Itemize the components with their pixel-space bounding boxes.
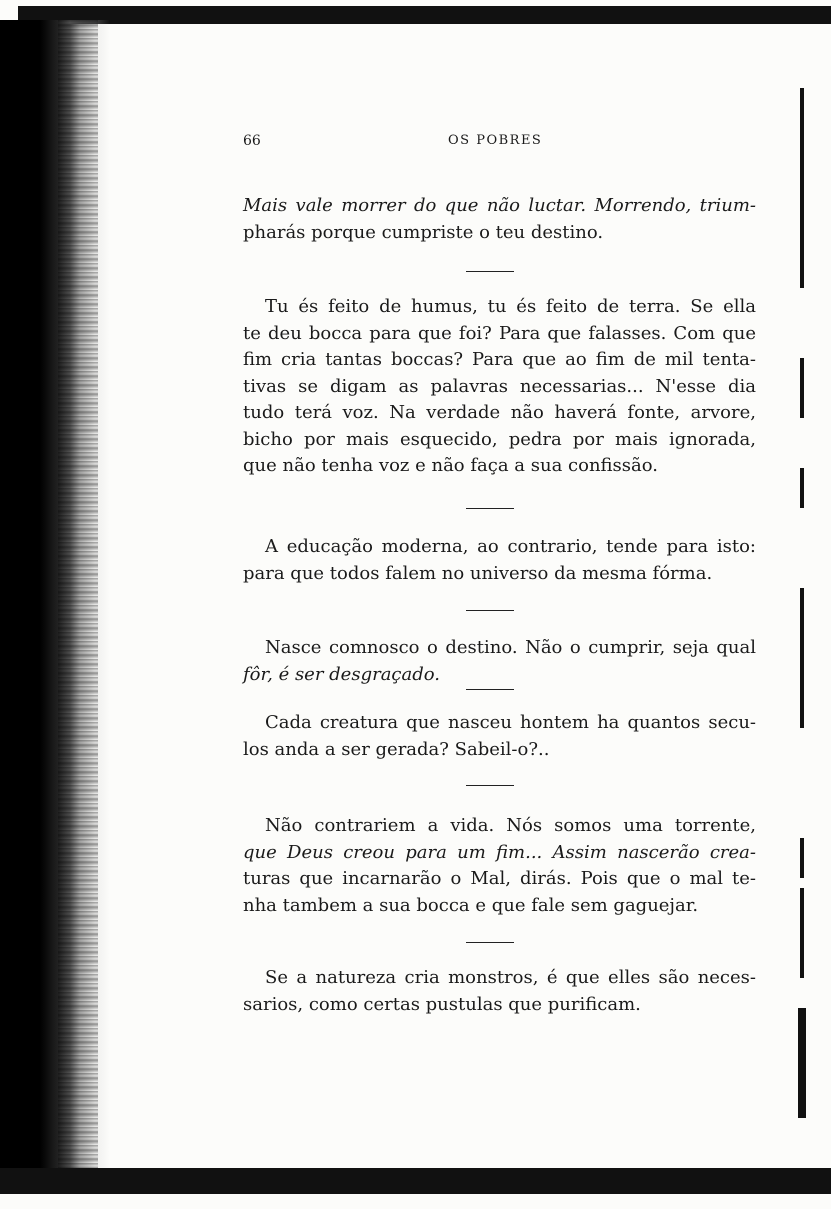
section-divider — [466, 785, 514, 786]
text-line: Cada creatura que nasceu hontem ha quantos secu- — [265, 712, 756, 733]
text-line: que Deus creou para um fim... Assim nascerão crea- — [243, 841, 756, 863]
section-divider — [466, 508, 514, 509]
text-line: sarios, como certas pustulas que purificam. — [243, 993, 641, 1015]
page-header — [243, 133, 756, 153]
section-divider — [466, 610, 514, 611]
paragraph-6 — [243, 813, 756, 919]
section-divider — [466, 942, 514, 943]
text-line: que não tenha voz e não faça a sua confissão. — [243, 455, 658, 476]
text-line: Mais vale morrer do que não luctar. Morrendo, trium- — [243, 195, 756, 216]
scan-bottom-border — [0, 1168, 831, 1194]
text-line: bicho por mais esquecido, pedra por mais ignorada, — [243, 428, 756, 450]
text-line: nha tambem a sua bocca e que fale sem gaguejar. — [243, 894, 699, 916]
page-number: 66 — [243, 133, 261, 149]
text-line: pharás porque cumpriste o teu destino. — [243, 221, 604, 243]
text-line: tivas se digam as palavras necessarias... N'esse dia — [243, 375, 756, 397]
text-line: Tu és feito de humus, tu és feito de terra. Se ella — [265, 296, 756, 317]
paragraph-3 — [243, 534, 756, 587]
paragraph-2 — [243, 294, 756, 480]
text-line: fôr, é ser desgraçado. — [243, 663, 441, 685]
paragraph-5 — [243, 710, 756, 763]
section-divider — [466, 689, 514, 690]
text-line: A educação moderna, ao contrario, tende para isto: — [265, 536, 756, 557]
scan-right-edge — [800, 28, 806, 1128]
scan-binding-shadow — [0, 20, 110, 1170]
text-line: tudo terá voz. Na verdade não haverá fonte, arvore, — [243, 402, 756, 423]
section-divider — [466, 271, 514, 272]
text-line: turas que incarnarão o Mal, dirás. Pois que o mal te- — [243, 868, 756, 889]
text-line: Nasce comnosco o destino. Não o cumprir, seja qual — [265, 637, 756, 658]
running-title: OS POBRES — [448, 133, 543, 148]
paragraph-7 — [243, 965, 756, 1018]
text-line: Não contrariem a vida. Nós somos uma torrente, — [265, 815, 756, 836]
text-line: los anda a ser gerada? Sabeil-o?.. — [243, 738, 550, 760]
text-line: te deu bocca para que foi? Para que falasses. Com que — [243, 322, 756, 344]
text-line: para que todos falem no universo da mesma fórma. — [243, 562, 713, 584]
paragraph-4 — [243, 635, 756, 688]
text-line: Se a natureza cria monstros, é que elles são neces- — [265, 967, 756, 988]
scan-top-border — [18, 6, 831, 24]
paragraph-1 — [243, 193, 756, 246]
text-line: fim cria tantas boccas? Para que ao fim de mil tenta- — [243, 349, 756, 370]
